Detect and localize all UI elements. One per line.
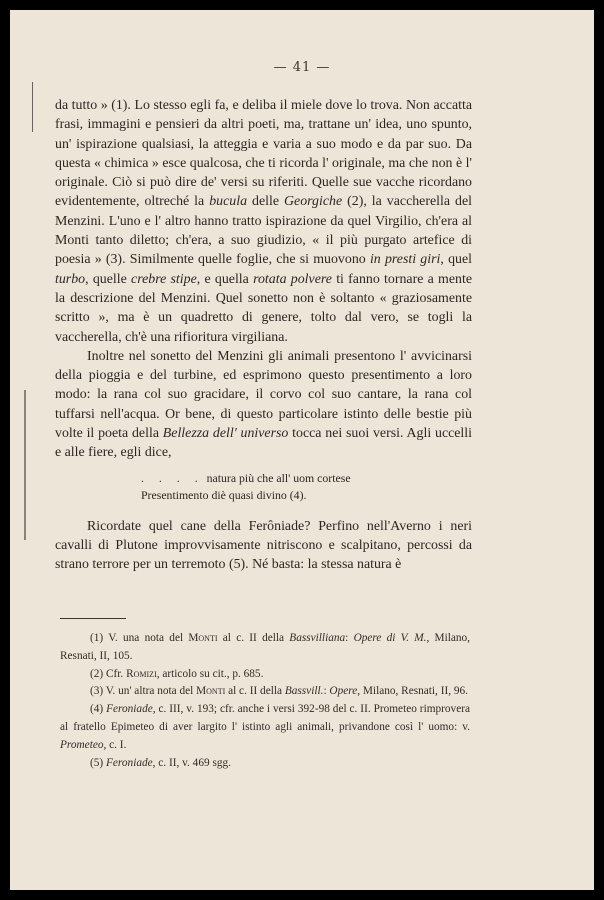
text-run: al c. II della [225,685,285,698]
paragraph [55,517,472,575]
text-run: , e quella [196,271,254,287]
small-caps-run: Monti [196,685,226,698]
text-run: ti fanno tornare a mente la descrizione del Menzini. Quel sonetto non è soltanto « graziosamente scritto », ma è un quadretto di genere, tolto dal vero, se togli la vaccherella, ch'è una rifioritura virgiliana. [55,271,472,345]
verse-line: Presentimento diè quasi divino (4). [141,487,307,502]
text-run: tocca nei suoi versi. Agli uccelli e alle fiere, egli dice, [55,426,473,461]
margin-pencil-mark [32,82,33,132]
paragraph [55,96,472,347]
text-run: (4) [90,703,107,716]
text-run: da tutto » (1). Lo stesso egli fa, e deliba il miele dove lo trova. Non accatta frasi, immagini e pensieri da altri poeti, ma, trattane un' idea, uno spunto, un' ispirazione qualsiasi, la atteggia e varia a suo modo e da par suo. Da questa « chimica » esce qualcosa, che ti ricorda l' originale, ma che non è l' originale. Ciò si può dire de' versi su riferiti. Quelle sue vacche ricordano evidentemente, oltreché la [55,98,472,210]
text-run: (5) [90,756,106,769]
text-run: al c. II della [217,632,290,644]
italic-run: turbo [55,271,86,287]
text-run: , quelle [85,271,132,287]
verse-line [141,470,472,487]
italic-run: Georgiche [284,194,343,210]
text-run: (2), la vaccherella del Menzini. L'uno e l' altro hanno tratto ispirazione da quel Virgilio, ch'era al Monti tanto diletto; ch'era, a suo giudizio, « il più purgato artefice di poesia » (3). Similmente quelle foglie, che si muovono [55,194,472,268]
main-text [55,96,472,575]
text-run: : [345,632,354,644]
text-run: , c. III, v. 193; cfr. anche i versi 392-98 del c. II. Prometeo rimprovera al fratello Epimeteo di aver largito l' istinto agli animali, privandone così l' uomo: v. [60,703,470,733]
margin-pencil-mark [24,390,26,540]
footnote-divider [60,618,126,619]
italic-run: Feroniade [106,756,153,769]
italic-run: Opere di V. M. [353,632,427,644]
ellipsis: . . . . [141,470,204,485]
text-run: : [323,685,330,698]
italic-run: bucula [209,194,248,210]
footnote [60,666,470,684]
text-run: , Milano, Resnati, II, 105. [60,632,470,662]
italic-run: in presti giri [369,252,441,268]
page-number: — 41 — [273,60,331,75]
text-run: Ricordate quel cane della Ferôniade? Perfino nell'Averno i neri cavalli di Plutone improvvisamente nitriscono e scalpitano, percossi da strano terrore per un terremoto (5). Né basta: la stessa natura è [55,518,472,573]
italic-run: Opere [329,685,358,698]
text-run: , c. I. [103,738,127,751]
text-run: Inoltre nel sonetto del Menzini gli animali presentono l' avvicinarsi della pioggia e del turbine, ed esprimono questo presentimento a loro modo: la rana col suo gracidare, il corvo col suo cantare, la rana col tuffarsi nell'acqua. Or bene, di questo particolare istinto delle bestie più volte il poeta della [55,348,472,442]
footnote [60,755,470,773]
verse-quote [141,470,472,504]
footnote [60,683,470,701]
small-caps-run: Romizi [126,667,157,680]
paragraph [55,347,472,463]
text-run: , articolo su cit., p. 685. [156,667,264,680]
text-run: , Milano, Resnati, II, 96. [357,685,468,698]
text-run: , quel [440,252,472,268]
book-page [10,10,594,890]
footnote [60,630,470,666]
text-run: (1) V. una nota del [90,632,189,644]
italic-run: rotata polvere [253,271,332,287]
text-run: , c. II, v. 469 sgg. [152,756,231,769]
italic-run: Bassvilliana [289,632,346,644]
footnotes [60,630,470,772]
text-run: delle [247,194,284,210]
footnote [60,701,470,754]
italic-run: Feroniade [106,703,153,716]
text-run: (3) V. un' altra nota del [90,685,197,698]
italic-run: Bellezza dell' universo [162,426,289,442]
italic-run: Bassvill. [284,685,324,698]
text-run: natura più che all' uom cortese [206,470,351,485]
italic-run: crebre stipe [131,271,197,287]
italic-run: Prometeo [60,738,104,751]
text-run: (2) Cfr. [90,667,127,680]
small-caps-run: Monti [188,632,218,644]
